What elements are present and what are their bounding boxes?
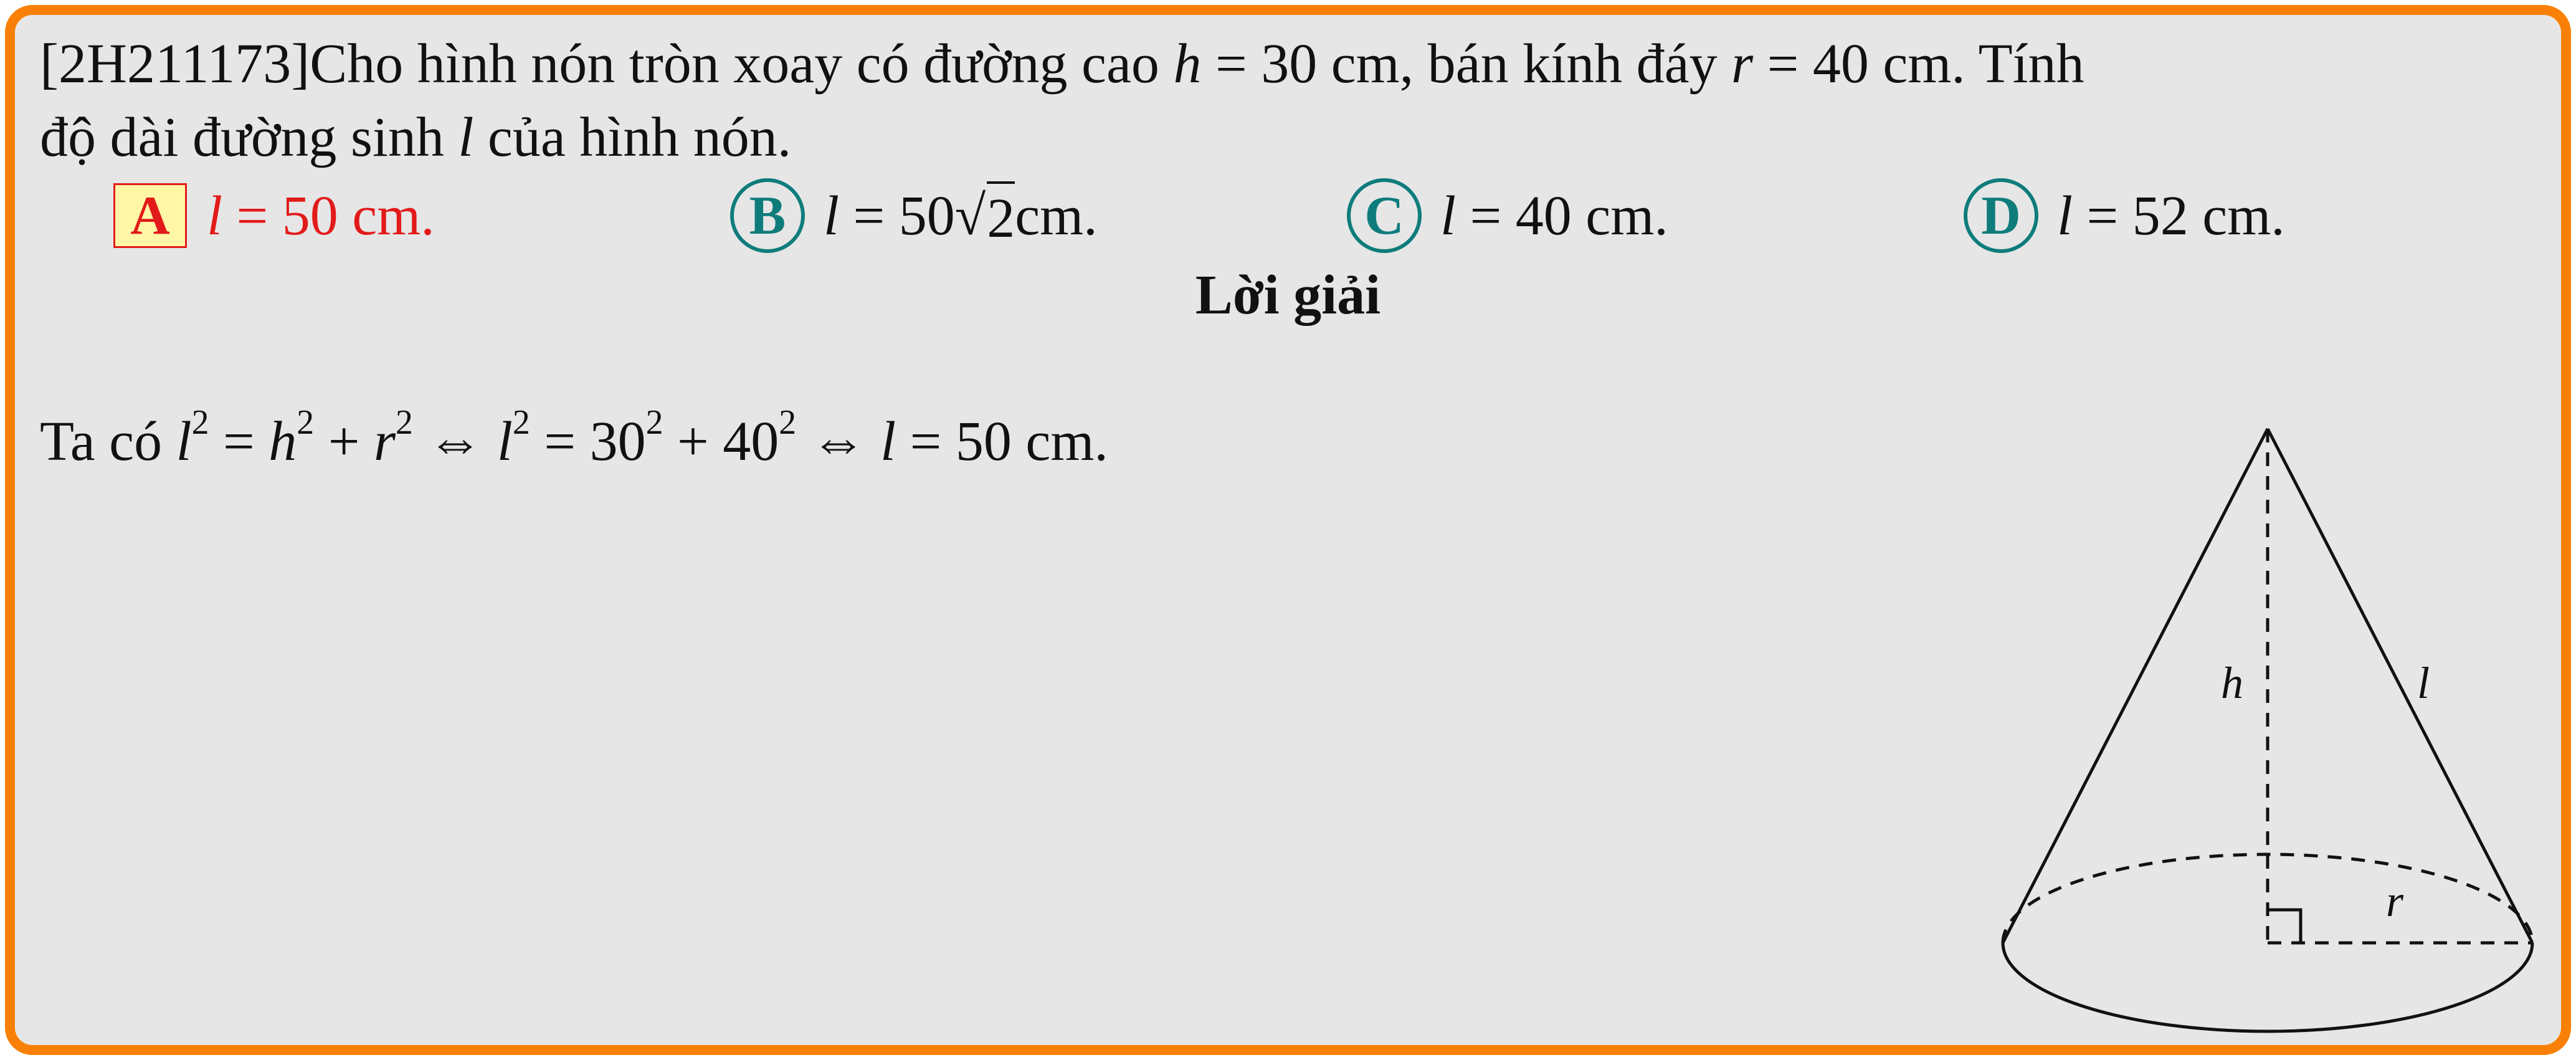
option-d-label: D [1964,178,2038,253]
var-h: h [1173,33,1202,95]
option-d-var: l [2057,184,2073,247]
question-text-part1: Cho hình nón tròn xoay có đường cao [310,33,1159,95]
option-a[interactable] [113,176,435,255]
sol-var: l [497,411,513,472]
sol-op: ⇔ [810,411,867,472]
option-b-label: B [730,178,805,253]
sol-var: h [269,411,297,472]
option-c[interactable] [1347,176,1668,255]
cone-base-front [2003,943,2532,1031]
label-l: l [2417,658,2430,708]
sol-op: = [544,411,576,472]
question-code: [2H211173] [40,33,310,95]
var-r: r [1731,33,1754,95]
option-c-var: l [1440,184,1457,247]
sol-exp: 2 [191,403,209,442]
option-c-value: = 40 cm. [1470,184,1668,247]
solution-heading: Lời giải [1195,264,1381,326]
sol-exp: 2 [395,403,413,442]
sol-op: = [223,411,255,472]
sol-op: ⇔ [427,411,483,472]
option-b[interactable] [730,176,1098,255]
question-line-2 [40,107,792,168]
sol-op: + [328,411,360,472]
option-a-label: A [113,183,187,248]
sol-num: 30 [589,411,646,472]
sol-op: + [677,411,709,472]
option-b-value-prefix: = 50 [853,184,955,247]
question-line-1 [40,33,2084,95]
label-h: h [2221,658,2243,708]
question-line2-part1: độ dài đường sinh [40,107,444,168]
option-c-label: C [1347,178,1422,253]
question-eq-h: = 30 cm, bán kính đáy [1215,33,1718,95]
option-b-sqrt-arg: 2 [987,181,1015,251]
option-b-var: l [824,184,840,247]
sol-exp: 2 [297,403,315,442]
sol-var: r [373,411,396,472]
option-d[interactable] [1964,176,2285,255]
var-l: l [458,107,474,168]
cone-figure [1981,411,2542,1034]
sol-var: l [880,411,896,472]
right-angle-mark [2268,910,2301,943]
sol-final: = 50 cm. [910,411,1108,472]
sol-var: l [176,411,192,472]
solution-intro: Ta có [40,411,163,472]
solution-equation [40,403,1108,472]
question-line2-part2: của hình nón. [487,107,792,168]
sqrt-symbol: √ [954,184,986,247]
sol-exp: 2 [645,403,663,442]
sol-exp: 2 [512,403,530,442]
label-r: r [2386,876,2404,926]
sol-exp: 2 [779,403,797,442]
option-a-value: = 50 cm. [236,184,435,247]
question-eq-r: = 40 cm. Tính [1767,33,2084,95]
option-a-var: l [207,184,223,247]
option-d-value: = 52 cm. [2086,184,2285,247]
sol-num: 40 [723,411,779,472]
option-b-value-suffix: cm. [1015,184,1098,247]
